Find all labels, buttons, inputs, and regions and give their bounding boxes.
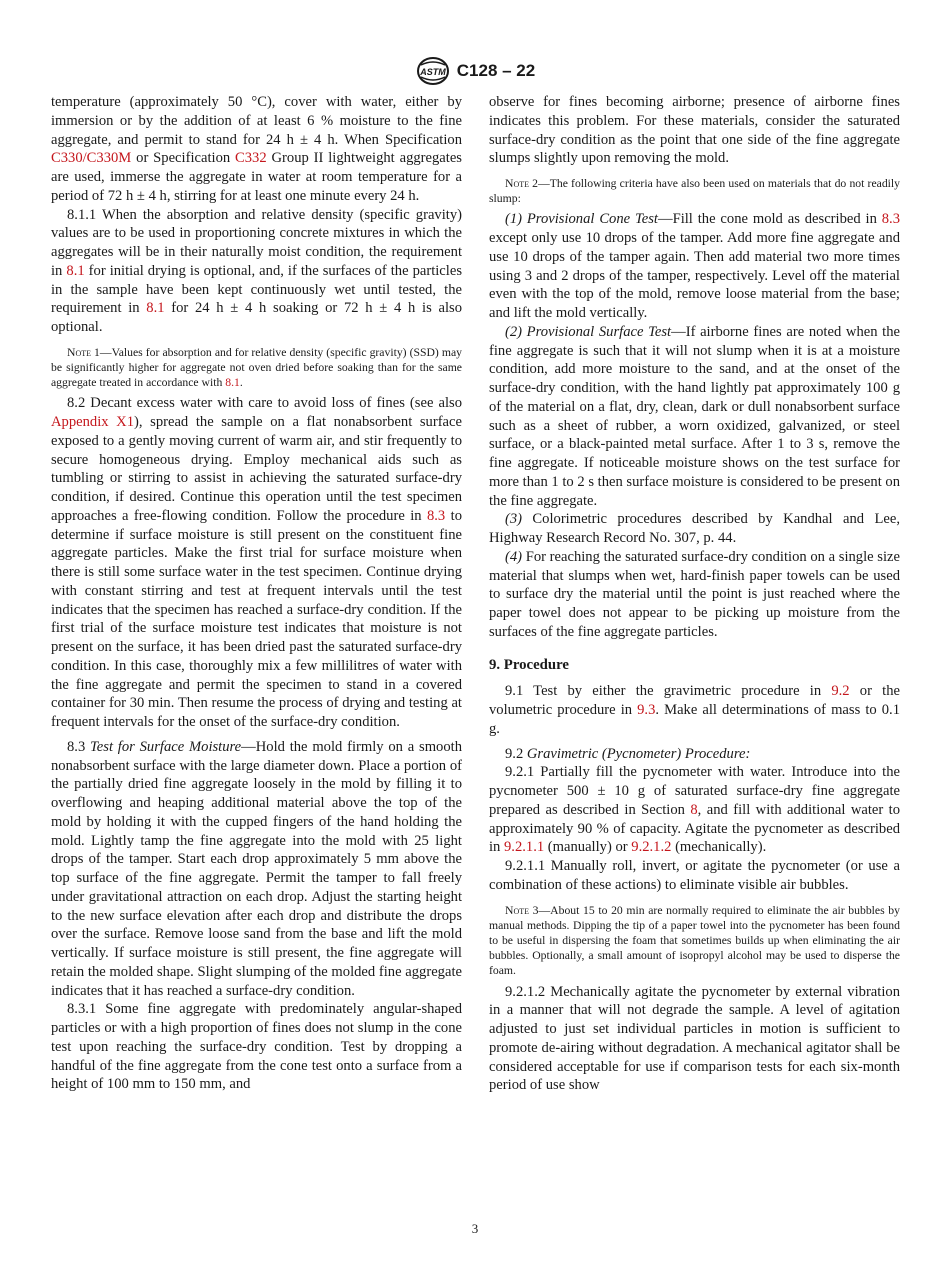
paragraph-8-3-1: 8.3.1 Some fine aggregate with predominately angular-shaped particles or with a high proportion of fines does not slump in the cone test upon reaching the surface-dry condition. Test by dropping a handful of the fine aggregate from the cone test onto a surface from a height of 100 mm to 150 mm, and [51,1001,462,1093]
paragraph-8-3: 8.3 Test for Surface Moisture—Hold the mold firmly on a smooth nonabsorbent surface with the large diameter down. Place a portion of the partially dried fine aggregate loosely in the mold by filling it to overflowing and heaping additional material above the top of the mold by holding it with the cupped fingers of the hand holding the mold. Lightly tamp the fine aggregate into the mold with 25 light drops of the tamper. Start each drop approximately 5 mm above the top surface of the fine aggregate. Permit the tamper to fall freely under gravitational attraction on each drop. Adjust the starting height to the new surface elevation after each drop and distribute the drops over the surface. Remove loose sand from the base and lift the mold vertically. If surface moisture is still present, the fine aggregate will retain the molded shape. Slight slumping of the molded fine aggregate indicates that it has reached a surface-dry condition. [51,738,462,999]
page-header [0,56,950,86]
ref-8-3[interactable]: 8.3 [426,507,446,524]
paragraph-9-1: 9.1 Test by either the gravimetric procedure in 9.2 or the volumetric procedure in 9.3. Make all determinations of mass to 0.1 g. [489,683,900,737]
paragraph-8-2: 8.2 Decant excess water with care to avoid loss of fines (see also Appendix X1), spread the sample on a flat nonabsorbent surface exposed to a gently moving current of warm air, and stir frequently to secure homogeneous drying. Employ mechanical aids such as tumbling or stirring to assist in achieving the saturated surface-dry condition, if desired. Continue this operation until the test specimen approaches a free-flowing condition. Follow the procedure in 8.3 to determine if surface moisture is still present on the constituent fine aggregate particles. Make the first trial for surface moisture when there is still some surface water in the test specimen. Continue drying with constant stirring and test at frequent intervals until the test indicates that the specimen has reached a surface-dry condition. If the first trial of the surface moisture test indicates that moisture is not present on the surface, it has been dried past the saturated surface-dry condition. In this case, thoroughly mix a few millilitres of water with the fine aggregate and permit the specimen to stand in a covered container for 30 min. Then resume the process of drying and testing at frequent intervals for the onset of the surface-dry condition. [51,395,462,731]
paragraph-9-2: 9.2 Gravimetric (Pycnometer) Procedure: [505,745,751,762]
svg-text:ASTM: ASTM [420,67,446,77]
paragraph-provisional-cone-test: (1) Provisional Cone Test—Fill the cone mold as described in 8.3 except only use 10 drops of the tamper. Add more fine aggregate and use 10 drops of the tamper again. Then add material two more times using 3 and 2 drops of the tamper, respectively. Level off the material even with the top of the mold, remove loose material from the base; and lift the mold vertically. [489,211,900,322]
ref-c332[interactable]: C332 [235,150,267,167]
paragraph-8-1-continued: temperature (approximately 50 °C), cover with water, either by immersion or by the addition of at least 6 % moisture to the fine aggregate, and permit to stand for 24 h ± 4 h. When Specification C330/C330M or Specification C332 Group II lightweight aggregates are used, immerse the aggregate in water at room temperature for a period of 72 h ± 4 h, stirring for at least one minute every 24 h. [51,94,462,204]
ref-8-1[interactable]: 8.1 [225,376,240,390]
paragraph-paper-towels: (4) For reaching the saturated surface-dry condition on a single size material that slumps when wet, hard-finish paper towels can be used to surface dry the material until the point is just reached where the paper towel does not appear to be picking up moisture from the surfaces of the fine aggregate particles. [489,548,900,640]
ref-8-1[interactable]: 8.1 [66,262,85,279]
left-column [51,93,462,1094]
section-heading-procedure: 9. Procedure [489,656,569,673]
paragraph-9-2-1: 9.2.1 Partially fill the pycnometer with water. Introduce into the pycnometer 500 ± 10 g of saturated surface-dry fine aggregate prepared as described in Section 8, and fill with additional water to approximately 90 % of capacity. Agitate the pycnometer as described in 9.2.1.1 (manually) or 9.2.1.2 (mechanically). [489,764,901,856]
ref-appendix-x1[interactable]: Appendix X1 [51,414,135,431]
note-1: Note 1—Values for absorption and for relative density (specific gravity) (SSD) may be significantly higher for aggregate not oven dried before soaking than for the same aggregate treated in accordance with 8.1. [51,345,462,390]
paragraph-colorimetric: (3) Colorimetric procedures described by Kandhal and Lee, Highway Research Record No. 307, p. 44. [489,511,900,547]
ref-section-8[interactable]: 8 [690,801,698,818]
ref-8-3[interactable]: 8.3 [881,211,900,228]
paragraph-8-3-1-continued: observe for fines becoming airborne; presence of airborne fines indicates this problem. For these materials, consider the saturated surface-dry condition as the point that one side of the fine aggregate slumps slightly upon removing the mold. [489,94,900,167]
ref-9-2-1-1[interactable]: 9.2.1.1 [504,839,545,856]
right-column [489,93,900,1095]
document-designation: C128 – 22 [456,61,536,80]
astm-logo-icon [415,56,451,86]
paragraph-9-2-1-1: 9.2.1.1 Manually roll, invert, or agitate the pycnometer (or use a combination of these actions) to eliminate visible air bubbles. [489,858,900,893]
paragraph-9-2-1-2: 9.2.1.2 Mechanically agitate the pycnometer by external vibration in a manner that will not degrade the sample. A level of agitation adjusted to just set individual particles in motion is sufficient to promote de-airing without degradation. A mechanical agitator shall be considered acceptable for use if comparison tests for each six-month period of use show [489,983,900,1094]
paragraph-provisional-surface-test: (2) Provisional Surface Test—If airborne fines are noted when the fine aggregate is such that it will not slump when it is at a moisture condition, add more moisture to the sand, and at the onset of the surface-dry condition, with the hand lightly pat approximately 100 g of the material on a flat, dry, clean, dark or dull nonabsorbent surface such as a sheet of rubber, a worn oxidized, galvanized, or steel surface, or a black-painted metal surface. After 1 to 3 s, remove the fine aggregate. If noticeable moisture shows on the test surface for more than 1 to 2 s then surface moisture is considered to be present on the fine aggregate. [489,323,900,509]
page-number: 3 [471,1221,479,1236]
note-2: Note 2—The following criteria have also been used on materials that do not readily slump: [489,177,900,206]
ref-8-1[interactable]: 8.1 [146,300,165,317]
ref-9-2[interactable]: 9.2 [831,683,850,700]
ref-9-2-1-2[interactable]: 9.2.1.2 [631,839,672,856]
note-3: Note 3—About 15 to 20 min are normally required to eliminate the air bubbles by manual methods. Dipping the tip of a paper towel into the pycnometer has been found to be useful in dispersing the foam that sometimes builds up when eliminating the air bubbles. Optionally, a small amount of isopropyl alcohol may be used to disperse the foam. [489,903,900,978]
ref-9-3[interactable]: 9.3 [637,702,656,719]
ref-c330[interactable]: C330/C330M [51,150,132,167]
paragraph-8-1-1: 8.1.1 When the absorption and relative density (specific gravity) values are to be used in proportioning concrete mixtures in which the aggregates will be in their naturally moist condition, the requirement in 8.1 for initial drying is optional, and, if the surfaces of the particles in the sample have been kept continuously wet until tested, the requirement in 8.1 for 24 h ± 4 h soaking or 72 h ± 4 h is also optional. [51,206,463,335]
